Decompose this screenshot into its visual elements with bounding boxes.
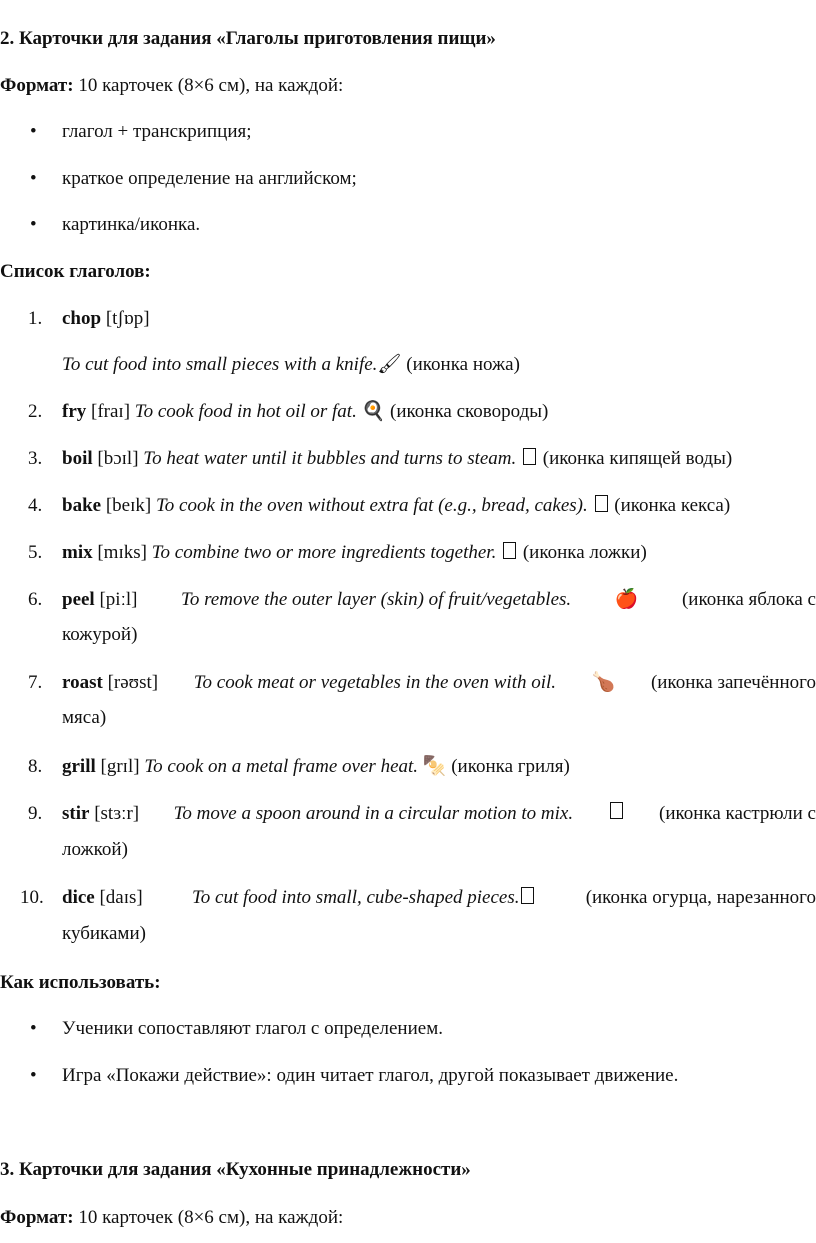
section2-format: [0, 74, 816, 98]
bullet-icon: •: [30, 214, 37, 235]
skewer-icon: 🍢: [422, 756, 447, 777]
section2-heading: 2. Карточки для задания «Глаголы приготовления пищи»: [0, 28, 496, 49]
definition: To cut food into small pieces with a knife.: [62, 354, 378, 375]
format-label: Формат:: [0, 75, 74, 96]
format-label: Формат:: [0, 1207, 74, 1228]
apple-icon: 🍎: [614, 589, 639, 610]
missing-glyph-icon: [521, 887, 534, 904]
format-text: 10 карточек (8×6 см), на каждой:: [73, 1207, 344, 1228]
bullet-icon: •: [30, 1018, 37, 1039]
missing-glyph-icon: [610, 802, 623, 819]
missing-glyph-icon: [595, 495, 608, 512]
section3-heading: 3. Карточки для задания «Кухонные принадлежности»: [0, 1159, 471, 1180]
usage-heading: Как использовать:: [0, 972, 161, 993]
frying-pan-icon: 🍳: [361, 401, 386, 422]
verb: chop: [62, 308, 102, 329]
bullet-icon: •: [30, 121, 37, 142]
section3-format: [0, 1206, 816, 1230]
verb-list-heading: Список глаголов:: [0, 261, 151, 282]
brush-icon: 🖌: [377, 354, 402, 375]
document-page: 2. Карточки для задания «Глаголы приготовления пищи» Формат: 10 карточек (8×6 см), на каждой: • глагол + транскрипция; • краткое определение на английском; • картинка/иконка. Список глаголов: 1. chop [tʃɒp] To cut food into small pieces with a knife.🖌 (иконка ножа) 2. fry [fraɪ] To cook food in hot oil or fat. 🍳 (иконка сковороды) 3. boil [bɔɪl] To heat water until it bubbles and turns to steam. (иконка кипящей воды) 4. bake [beɪk] To cook in the oven without extra fat (e.g., bread, cakes). (иконка кекса) 5. mix [mɪks] To combine two or more ingredients together. (иконка ложки) 6. peel [piːl] To remove the outer layer (skin) of fruit/vegetables. 🍎 (иконка яблока с кожурой) 7. roast [rəʊst] To cook meat or vegetables in the oven with oil. 🍗 (иконка запечённого мяса) 8. grill [grɪl] To cook on a metal frame over heat. 🍢 (иконка гриля) 9. stir [stɜːr] To move a spoon around in a circular motion to mix. (иконка кастрюли с ложкой) 10. dice [daɪs] To cut food into small, cube-shaped pieces. (иконка огурца, нарезанного кубиками) Как использовать: • Ученики сопоставляют глагол с определением. • Игра «Покажи действие»: один читает глагол, другой показывает движение. 3. Карточки для задания «Кухонные принадлежности» Формат: 10 карточек (8×6 см), на каждой:: [0, 28, 816, 1228]
transcription: [tʃɒp]: [105, 308, 150, 329]
bullet-icon: •: [30, 1065, 37, 1086]
missing-glyph-icon: [523, 448, 536, 465]
format-text: 10 карточек (8×6 см), на каждой:: [73, 75, 344, 96]
missing-glyph-icon: [503, 542, 516, 559]
bullet-icon: •: [30, 168, 37, 189]
drumstick-icon: 🍗: [591, 672, 616, 693]
